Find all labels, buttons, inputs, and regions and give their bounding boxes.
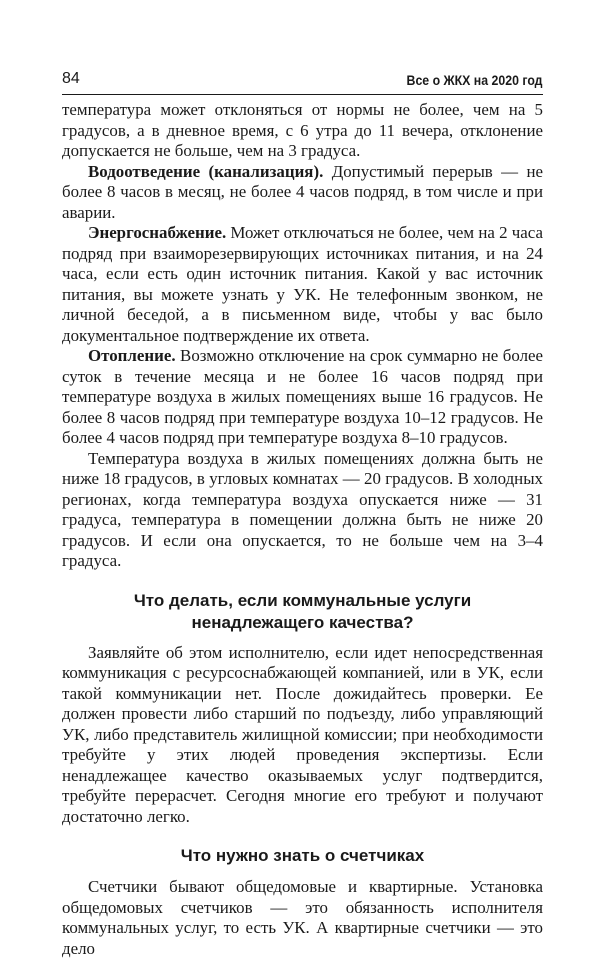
term-heating: Отопление. bbox=[88, 346, 176, 365]
term-drainage: Водоотведение (канализация). bbox=[88, 161, 324, 181]
header-rule bbox=[62, 94, 543, 95]
heating-text: Возможно отключение на срок суммарно не более суток в течение месяца и не более 16 часов подряд при температуре воздуха в жилых помещениях выше 16 градусов. Не более 8 часов подряд при температуре воздуха 10–12 градусов. Не более 4 часов подряд при температуре воздуха 8–10 градусов. bbox=[62, 346, 543, 447]
paragraph-drainage bbox=[62, 162, 543, 224]
heading-poor-quality-services bbox=[62, 590, 543, 634]
paragraph-poor-quality: Заявляйте об этом исполнителю, если идет непосредственная коммуникация с ресурсоснабжающей компанией, или в УК, если такой коммуникации нет. После дожидайтесь проверки. Ее должен провести либо старший по подъезду, либо управляющий УК, либо представитель жилищной комиссии; при необходимости требуйте у этих людей проведения экспертизы. Если ненадлежащее качество оказываемых услуг подтвердится, требуйте перерасчет. Сегодня многие его требуют и получают достаточно легко. bbox=[62, 642, 543, 826]
heading-meters: Что нужно знать о счетчиках bbox=[180, 846, 425, 865]
paragraph-heating bbox=[62, 346, 543, 449]
paragraph-continuation: температура может отклоняться от нормы не более, чем на 5 градусов, а в дневное время, с 6 утра до 11 вечера, отклонение допускается не больше, чем на 3 градуса. bbox=[62, 100, 543, 160]
power-supply-text: Может отключаться не более, чем на 2 часа подряд при взаиморезервирующих источниках питания, и на 24 часа, если есть один источник питания. Какой у вас источник питания, вы можете узнать у УК. Не телефонным звонком, не личной беседой, а в письменном виде, чтобы у вас было документальное подтверждение их ответа. bbox=[62, 223, 543, 345]
heading-line-1: Что делать, если коммунальные услуги bbox=[133, 590, 472, 610]
body-text bbox=[62, 100, 543, 959]
paragraph-power-supply bbox=[62, 223, 543, 346]
paragraph-temperature: Температура воздуха в жилых помещениях должна быть не ниже 18 градусов, в угловых комнатах — 20 градусов. В холодных регионах, когда температура воздуха опускается ниже — 31 градуса, температура в помещении должна быть не ниже 20 градусов. И если она опускается, то не больше чем на 3–4 градуса. bbox=[62, 448, 543, 570]
book-title: Все о ЖКХ на 2020 год bbox=[407, 72, 543, 88]
heading-line-2: ненадлежащего качества? bbox=[191, 612, 414, 632]
page-number: 84 bbox=[62, 70, 80, 87]
drainage-text: Допустимый перерыв — не более 8 часов в месяц, не более 4 часов подряд, в том числе и при аварии. bbox=[62, 161, 543, 222]
paragraph-meters: Счетчики бывают общедомовые и квартирные. Установка общедомовых счетчиков — это обязанность исполнителя коммунальных услуг, то есть УК. А квартирные счетчики — это дело bbox=[62, 877, 543, 958]
term-power-supply: Энергоснабжение. bbox=[88, 223, 227, 242]
running-head bbox=[62, 70, 543, 88]
